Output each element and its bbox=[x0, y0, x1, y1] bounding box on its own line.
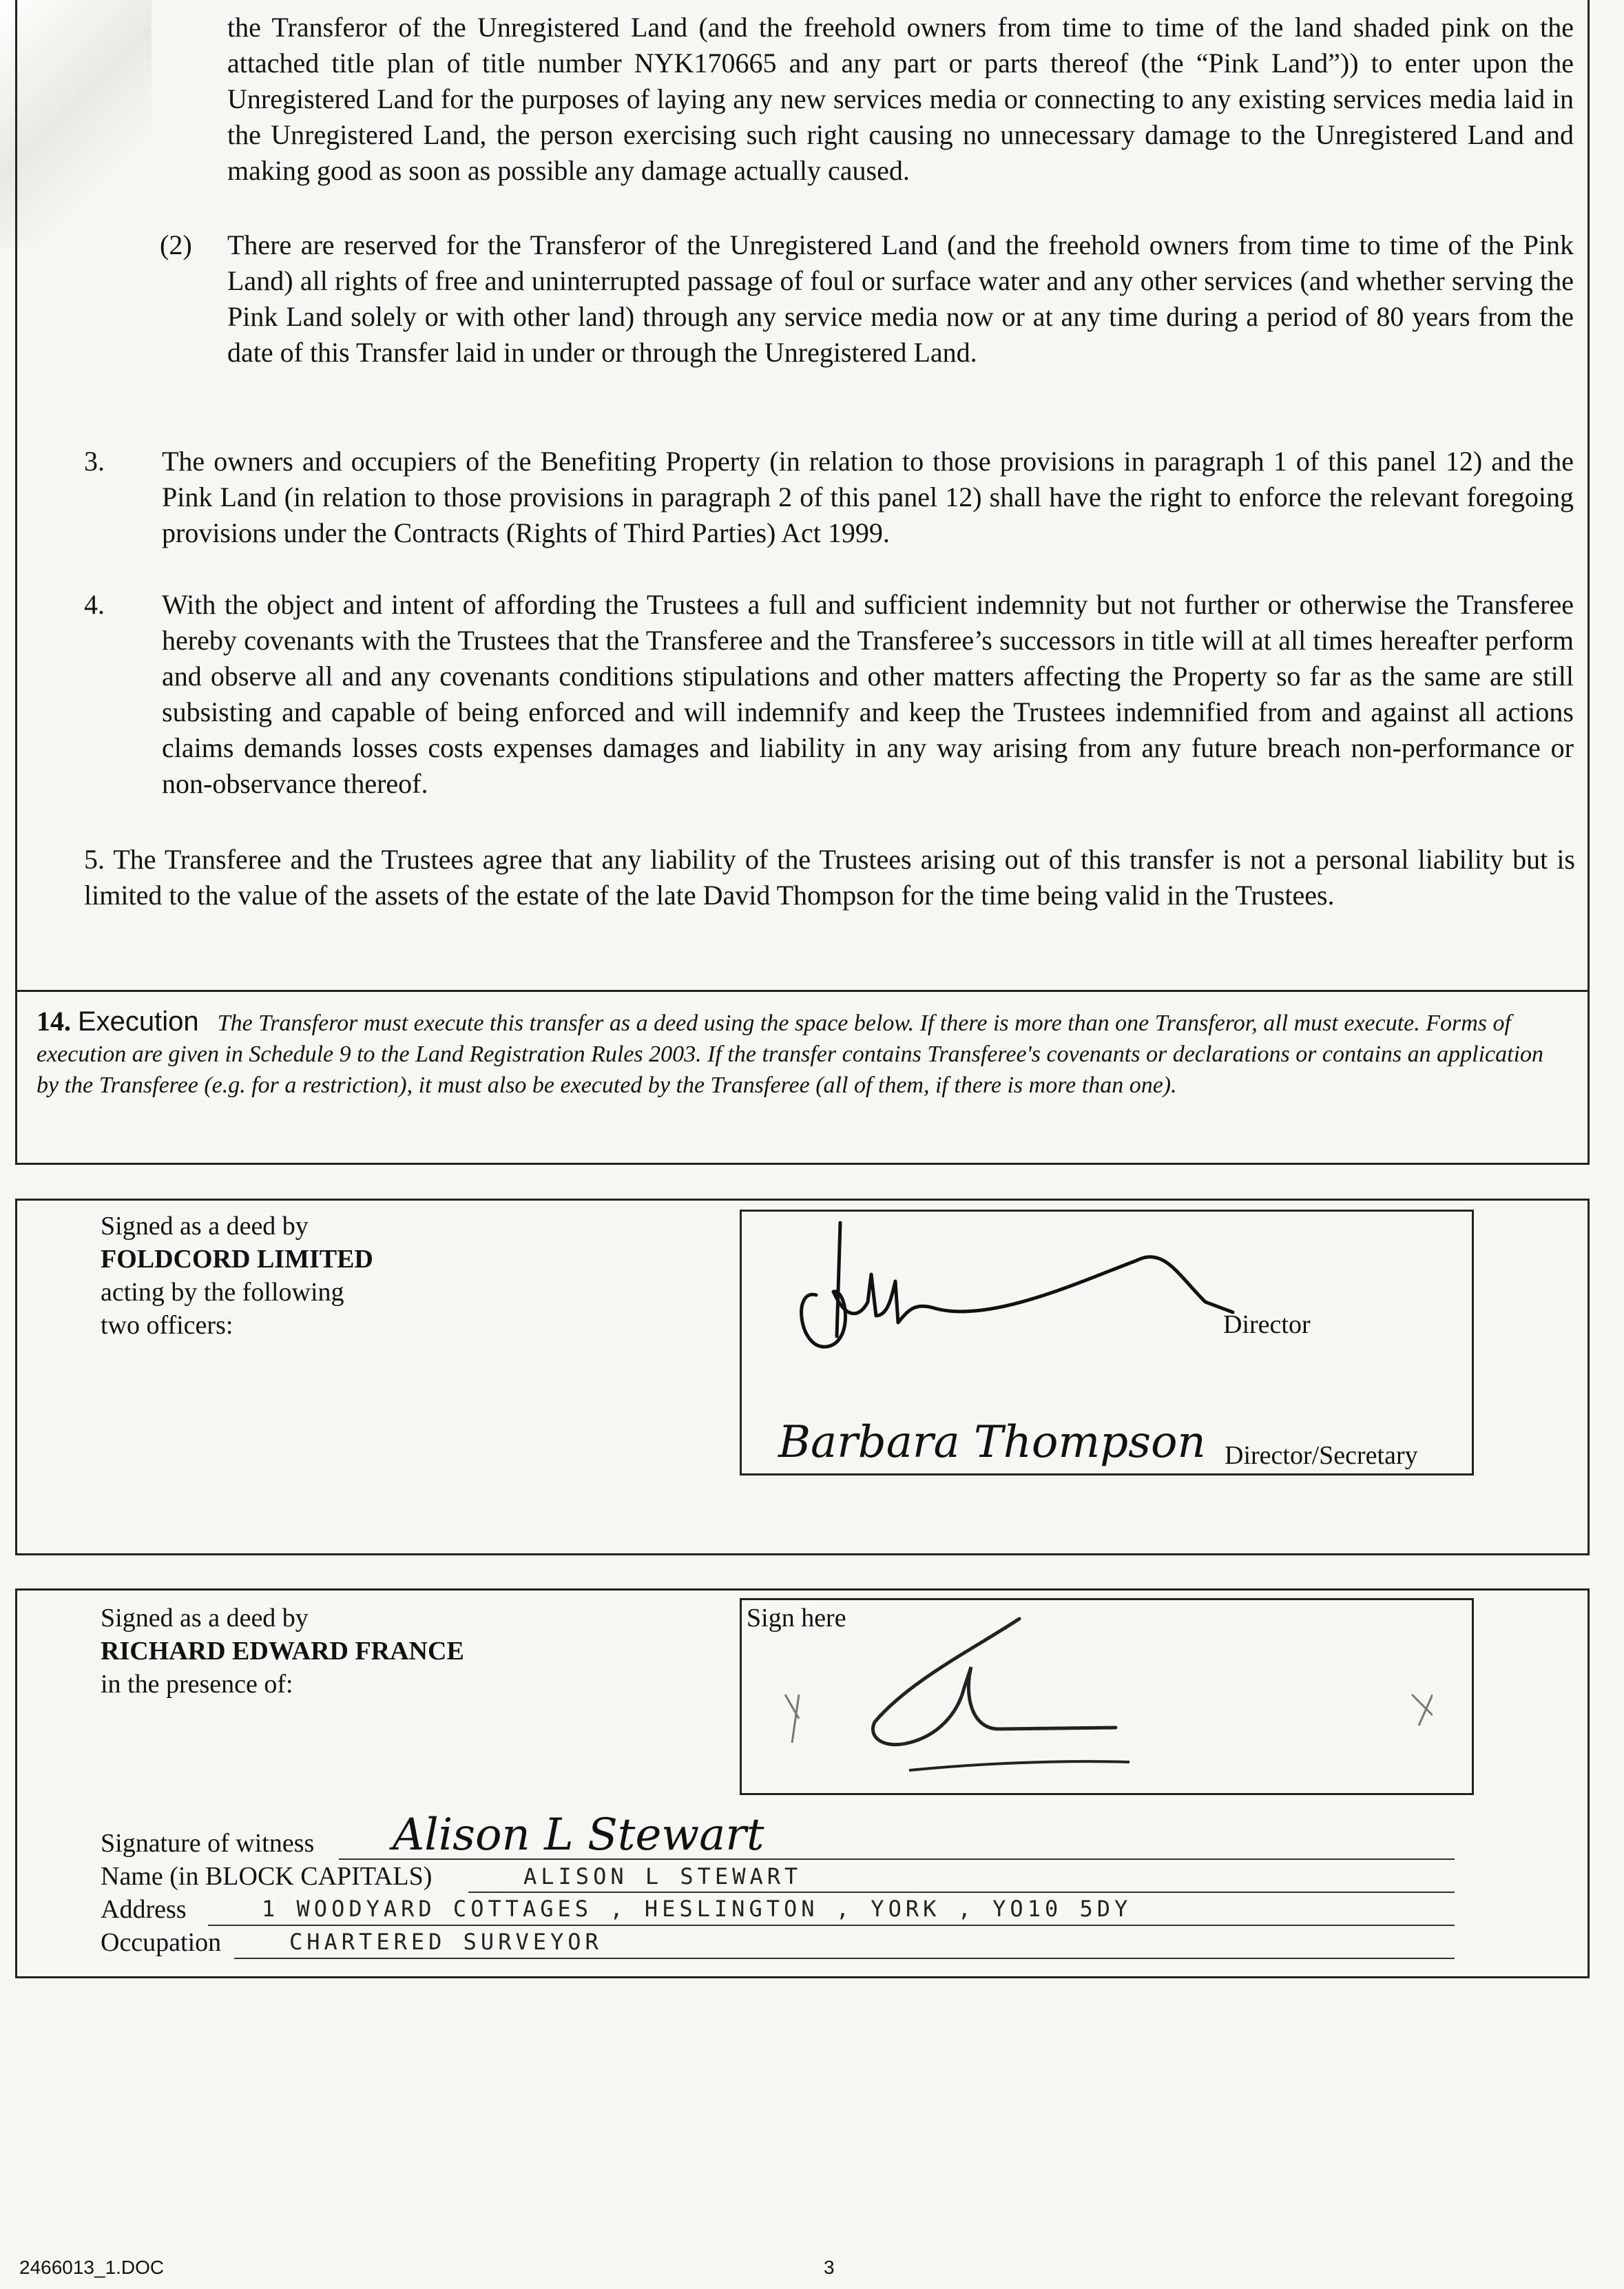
foldcord-acting-by: acting by the following bbox=[101, 1278, 344, 1307]
france-signature bbox=[771, 1605, 1433, 1784]
secretary-label: Director/Secretary bbox=[1225, 1441, 1418, 1470]
foldcord-two-officers: two officers: bbox=[101, 1311, 233, 1340]
svg-text:Alison L Stewart: Alison L Stewart bbox=[393, 1810, 764, 1861]
execution-instructions bbox=[37, 1006, 1552, 1101]
panel-12-item-5: 5. The Transferee and the Trustees agree that any liability of the Trustees arising out of this transfer is not a personal liability but is limited to the value of the assets of the estate of the late David Thompson for the time being valid in the Trustees. bbox=[84, 844, 1575, 911]
panel-12-item-3-number: 3. bbox=[84, 446, 105, 477]
panel-12-para-2-number: (2) bbox=[160, 229, 192, 260]
france-signed-as-deed: Signed as a deed by bbox=[101, 1604, 309, 1633]
svg-text:Barbara Thompson: Barbara Thompson bbox=[778, 1417, 1206, 1468]
france-name: RICHARD EDWARD FRANCE bbox=[101, 1637, 464, 1666]
director-signature bbox=[751, 1212, 1247, 1364]
foldcord-signed-as-deed: Signed as a deed by bbox=[101, 1212, 309, 1241]
witness-occupation-value: CHARTERED SURVEYOR bbox=[289, 1929, 603, 1955]
witness-occupation-label: Occupation bbox=[101, 1928, 222, 1957]
panel-12-para-2: There are reserved for the Transferor of the Unregistered Land (and the freehold owners from time to time of the Pink Land) all rights of free and uninterrupted passage of foul or surface water and any other services (and whether serving the Pink Land solely or with other land) through any service media now or at any time during a period of 80 years from the date of this Transfer laid in under or through the Unregistered Land. bbox=[227, 229, 1574, 368]
witness-signature bbox=[386, 1791, 813, 1867]
witness-signature-label: Signature of witness bbox=[101, 1829, 315, 1858]
document-reference: 2466013_1.DOC bbox=[19, 2257, 165, 2278]
sign-here-label: Sign here bbox=[747, 1604, 846, 1633]
witness-name-value: ALISON L STEWART bbox=[523, 1863, 802, 1889]
execution-heading: Execution bbox=[78, 1006, 199, 1037]
execution-panel bbox=[15, 992, 1590, 1165]
witness-name-label: Name (in BLOCK CAPITALS) bbox=[101, 1862, 433, 1891]
execution-number: 14. bbox=[37, 1006, 71, 1037]
witness-occupation-line bbox=[234, 1958, 1455, 1959]
witness-address-label: Address bbox=[101, 1895, 187, 1924]
panel-12-item-3: The owners and occupiers of the Benefiting Property (in relation to those provisions in paragraph 1 of this panel 12) and the Pink Land (in relation to those provisions in paragraph 2 of this panel 12) shall have the right to enforce the relevant foregoing provisions under the Contracts (Rights of Third Parties) Act 1999. bbox=[162, 446, 1574, 548]
france-in-presence: in the presence of: bbox=[101, 1670, 293, 1699]
witness-name-line bbox=[468, 1892, 1455, 1893]
page-number: 3 bbox=[824, 2257, 835, 2278]
witness-address-line bbox=[208, 1925, 1455, 1926]
panel-12-para-1-tail: the Transferor of the Unregistered Land (and the freehold owners from time to time of the land shaded pink on the attached title plan of title number NYK170665 and any part or parts thereof (the “Pink Land”)) to enter upon the Unregistered Land for the purposes of laying any new services media or connecting to any existing services media laid in the Unregistered Land, the person exercising such right causing no unnecessary damage to the Unregistered Land and making good as soon as possible any damage actually caused. bbox=[227, 12, 1574, 186]
panel-12-item-4-number: 4. bbox=[84, 589, 105, 620]
witness-address-value: 1 WOODYARD COTTAGES , HESLINGTON , YORK , YO10 5DY bbox=[262, 1896, 1132, 1922]
execution-instructions-text: The Transferor must execute this transfer as a deed using the space below. If there is more than one Transferor, all must execute. Forms of execution are given in Schedule 9 to the Land Registration Rules 2003. If the transfer contains Transferee's covenants or declarations or contains an application by the Transferee (e.g. for a restriction), it must also be executed by the Transferee (all of them, if there is more than one). bbox=[37, 1011, 1544, 1098]
director-label: Director bbox=[1223, 1310, 1311, 1339]
foldcord-company-name: FOLDCORD LIMITED bbox=[101, 1245, 373, 1274]
secretary-signature bbox=[771, 1398, 1253, 1481]
panel-12-item-4: With the object and intent of affording the Trustees a full and sufficient indemnity but not further or otherwise the Transferee hereby covenants with the Trustees that the Transferee and the Transferee’s successors in title will at all times hereafter perform and observe all and any covenants conditions stipulations and other matters affecting the Property so far as the same are still subsisting and capable of being enforced and will indemnify and keep the Trustees indemnified from and against all actions claims demands losses costs expenses damages and liability in any way arising from any future breach non-performance or non-observance thereof. bbox=[162, 589, 1574, 799]
